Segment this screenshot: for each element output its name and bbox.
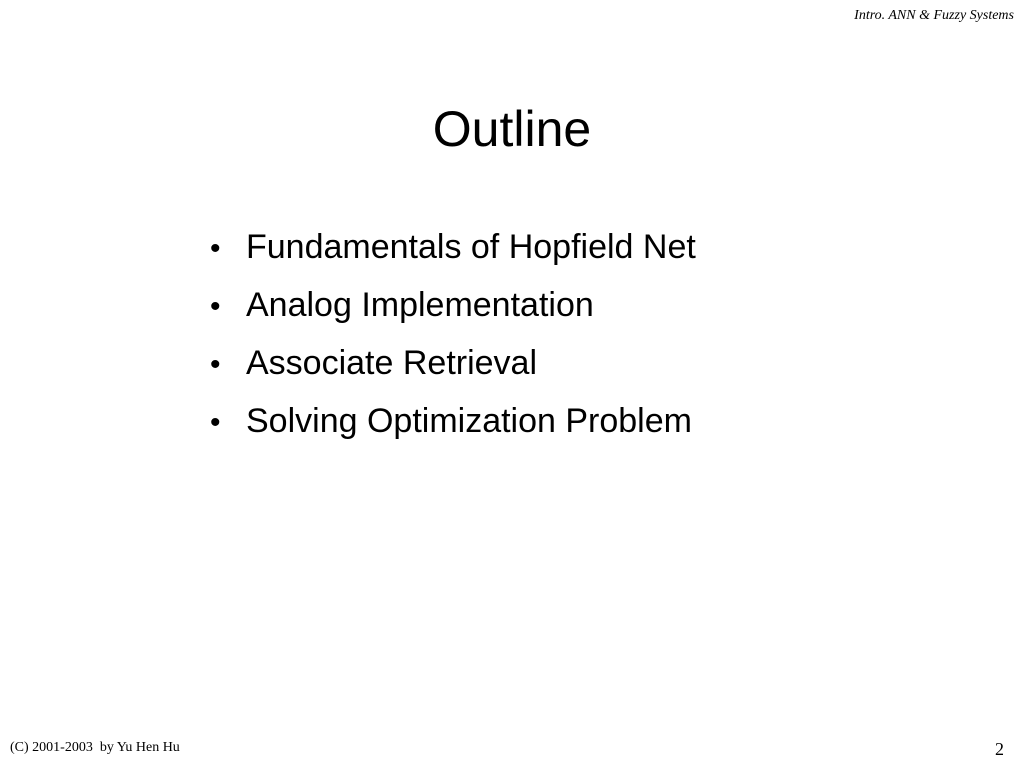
bullet-text: Analog Implementation <box>246 286 594 324</box>
bullet-item <box>210 286 696 344</box>
footer-copyright: (C) 2001-2003 by Yu Hen Hu <box>10 740 180 755</box>
slide-title: Outline <box>432 101 592 157</box>
bullet-text: Associate Retrieval <box>246 344 538 382</box>
bullet-text: Solving Optimization Problem <box>246 402 692 440</box>
bullet-item <box>210 228 696 286</box>
bullet-text: Fundamentals of Hopfield Net <box>246 228 696 266</box>
bullet-item <box>210 402 696 460</box>
bullet-glyph: • <box>210 290 221 323</box>
bullet-item <box>210 344 696 402</box>
bullet-glyph: • <box>210 232 221 265</box>
page-number: 2 <box>995 739 1004 759</box>
bullet-glyph: • <box>210 348 221 381</box>
bullet-glyph: • <box>210 406 221 439</box>
bullet-list <box>210 228 696 460</box>
course-header: Intro. ANN & Fuzzy Systems <box>854 8 1014 23</box>
